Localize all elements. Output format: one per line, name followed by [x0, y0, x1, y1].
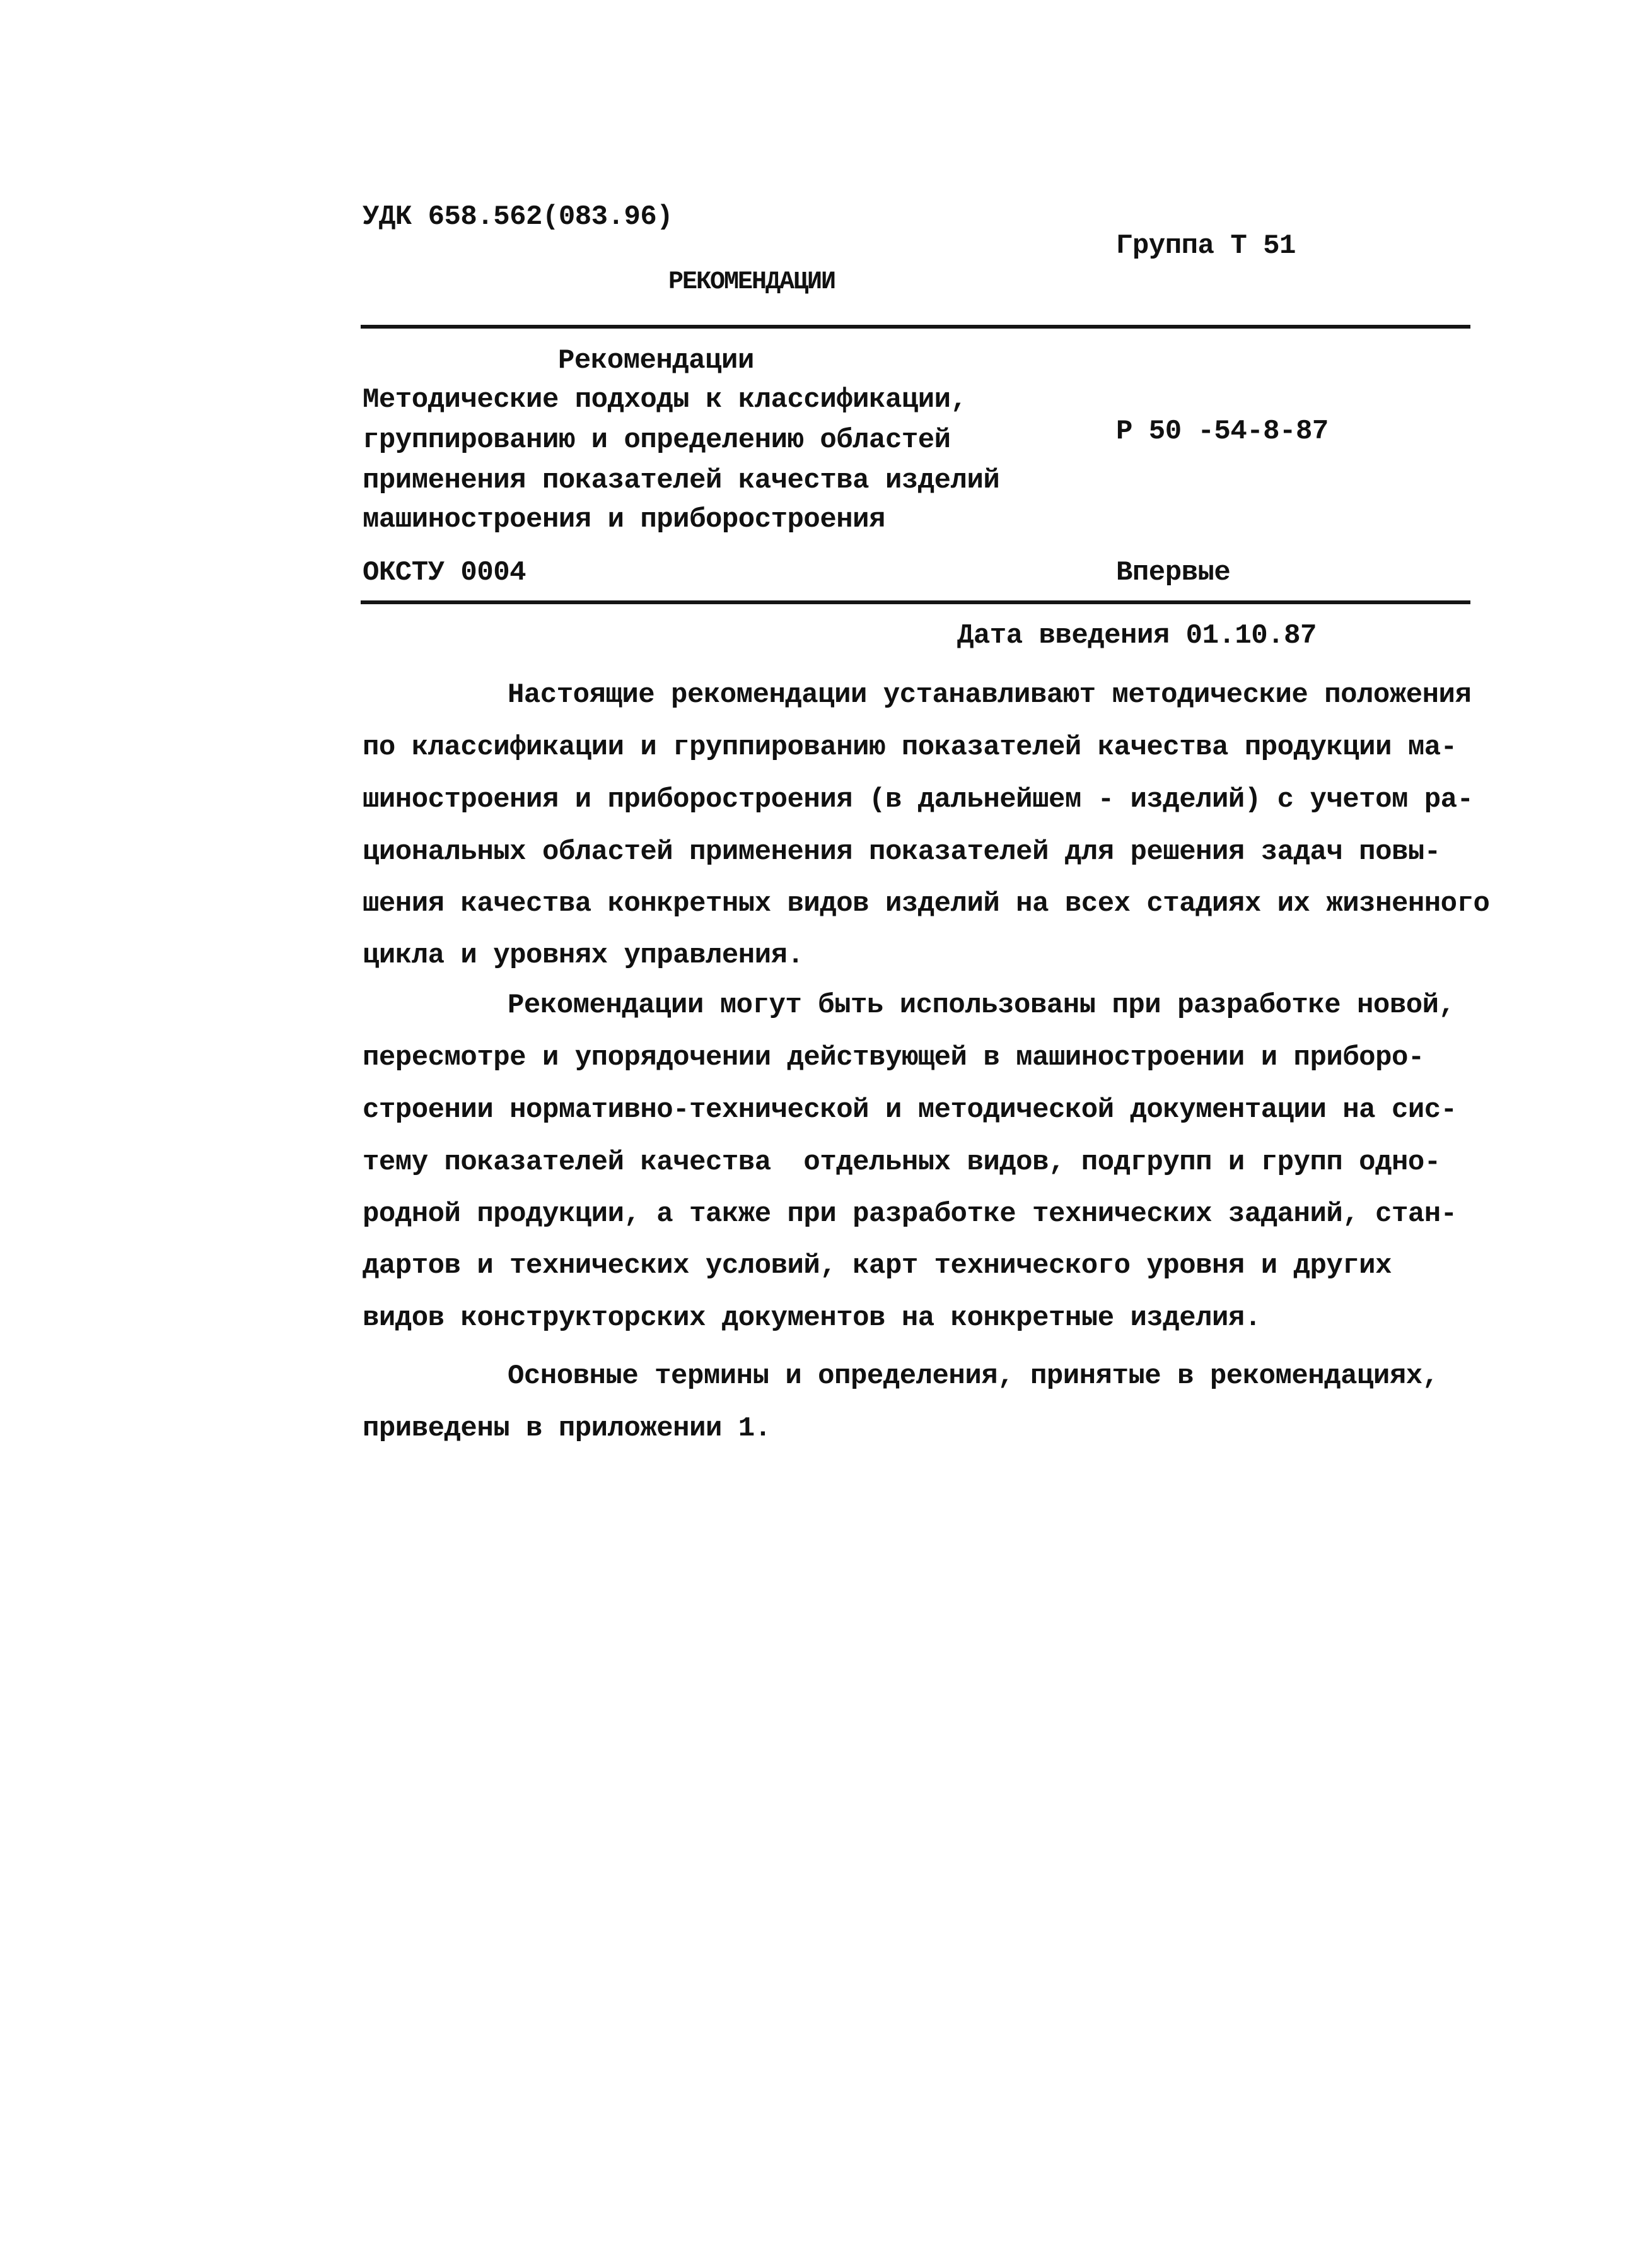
body-line: тему показателей качества отдельных видов, подгрупп и групп одно- [363, 1147, 1441, 1178]
title-line: группированию и определению областей [363, 424, 951, 456]
body-line: шения качества конкретных видов изделий на всех стадиях их жизненного [363, 888, 1490, 920]
top-rule [361, 325, 1470, 329]
status-label: Впервые [1116, 557, 1231, 588]
body-line: шиностроения и приборостроения (в дальнейшем - изделий) с учетом ра- [363, 784, 1474, 815]
title-heading: Рекомендации [558, 345, 754, 377]
body-line: Настоящие рекомендации устанавливают методические положения [508, 679, 1472, 711]
document-code: Р 50 -54-8-87 [1116, 416, 1329, 447]
body-line: дартов и технических условий, карт технического уровня и других [363, 1250, 1392, 1282]
body-line: приведены в приложении 1. [363, 1413, 771, 1444]
udk-code: УДК 658.562(083.96) [363, 201, 673, 233]
okstu-code: ОКСТУ 0004 [363, 557, 526, 588]
body-line: циональных областей применения показателей для решения задач повы- [363, 836, 1441, 868]
body-line: по классификации и группированию показателей качества продукции ма- [363, 732, 1457, 763]
introduction-date: Дата введения 01.10.87 [957, 620, 1317, 652]
bottom-rule [361, 600, 1470, 604]
body-line: строении нормативно-технической и методической документации на сис- [363, 1094, 1457, 1126]
group-label: Группа Т 51 [1116, 230, 1296, 262]
body-line: Рекомендации могут быть использованы при разработке новой, [508, 990, 1455, 1021]
body-line: родной продукции, а также при разработке технических заданий, стан- [363, 1198, 1457, 1230]
title-line: Методические подходы к классификации, [363, 384, 967, 416]
body-line: видов конструкторских документов на конкретные изделия. [363, 1302, 1261, 1334]
body-line: Основные термины и определения, принятые в рекомендациях, [508, 1360, 1439, 1392]
title-line: применения показателей качества изделий [363, 465, 1000, 496]
document-type-heading: РЕКОМЕНДАЦИИ [668, 268, 835, 296]
title-line: машиностроения и приборостроения [363, 504, 885, 535]
body-line: цикла и уровнях управления. [363, 940, 804, 971]
body-line: пересмотре и упорядочении действующей в машиностроении и приборо- [363, 1042, 1424, 1073]
